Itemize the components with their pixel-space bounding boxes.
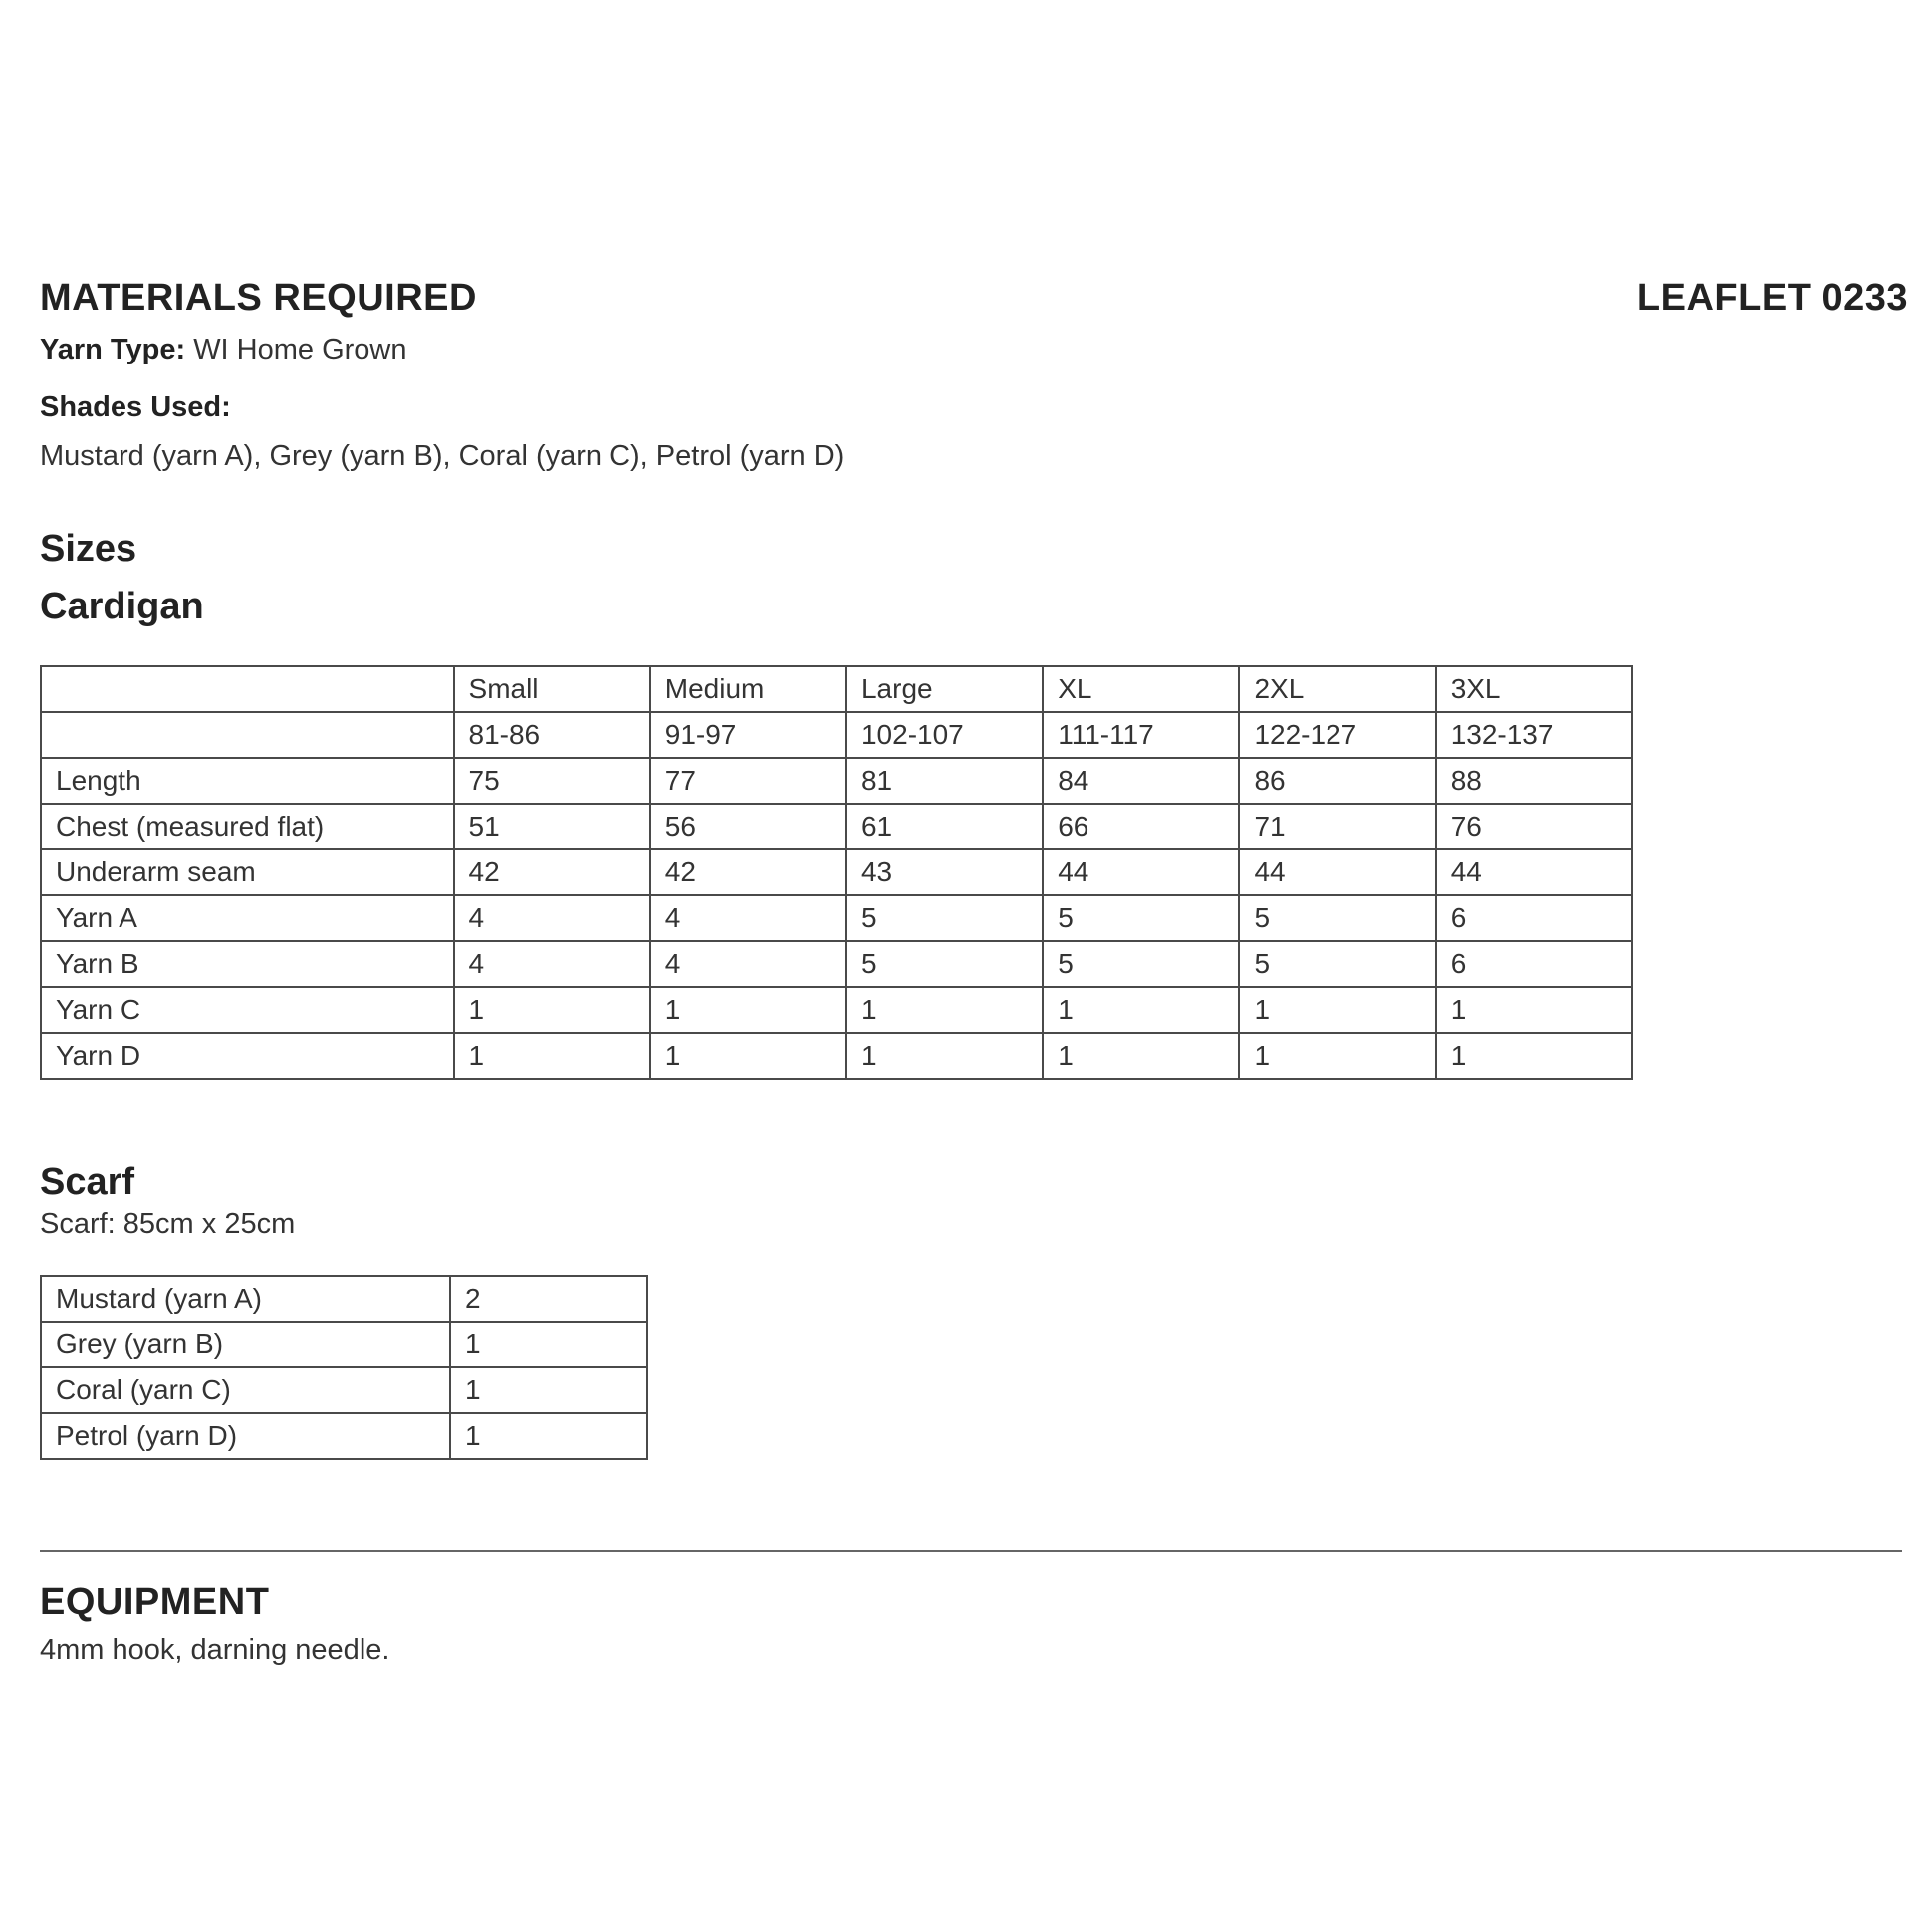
table-cell: XL bbox=[1043, 666, 1239, 712]
table-cell: 1 bbox=[450, 1367, 647, 1413]
table-cell: 102-107 bbox=[846, 712, 1043, 758]
table-cell: 77 bbox=[650, 758, 846, 804]
table-cell: 42 bbox=[454, 849, 650, 895]
cardigan-table-row bbox=[41, 849, 1632, 895]
table-cell: 6 bbox=[1436, 895, 1632, 941]
table-cell: 5 bbox=[846, 941, 1043, 987]
table-cell: 4 bbox=[650, 895, 846, 941]
table-cell: Mustard (yarn A) bbox=[41, 1276, 450, 1322]
cardigan-size-table bbox=[40, 665, 1633, 1080]
table-cell: Petrol (yarn D) bbox=[41, 1413, 450, 1459]
table-cell: 1 bbox=[454, 987, 650, 1033]
table-cell: 5 bbox=[1043, 895, 1239, 941]
cardigan-table-row bbox=[41, 987, 1632, 1033]
table-cell: 1 bbox=[650, 987, 846, 1033]
table-cell: 84 bbox=[1043, 758, 1239, 804]
table-cell: 1 bbox=[1043, 987, 1239, 1033]
cardigan-table-row bbox=[41, 666, 1632, 712]
sizes-heading: Sizes bbox=[40, 528, 137, 570]
table-cell: Chest (measured flat) bbox=[41, 804, 454, 849]
table-cell: 1 bbox=[846, 987, 1043, 1033]
scarf-table-row bbox=[41, 1367, 647, 1413]
table-cell: 44 bbox=[1043, 849, 1239, 895]
cardigan-table-row bbox=[41, 1033, 1632, 1079]
table-cell: 43 bbox=[846, 849, 1043, 895]
table-cell: 5 bbox=[846, 895, 1043, 941]
table-cell: 91-97 bbox=[650, 712, 846, 758]
table-cell: 2 bbox=[450, 1276, 647, 1322]
cardigan-heading: Cardigan bbox=[40, 586, 204, 627]
table-cell: 71 bbox=[1239, 804, 1435, 849]
table-cell: Large bbox=[846, 666, 1043, 712]
table-cell: 2XL bbox=[1239, 666, 1435, 712]
table-cell: Underarm seam bbox=[41, 849, 454, 895]
scarf-table-row bbox=[41, 1413, 647, 1459]
table-cell: 86 bbox=[1239, 758, 1435, 804]
table-cell: 1 bbox=[450, 1413, 647, 1459]
table-cell: 5 bbox=[1239, 895, 1435, 941]
shades-used-label: Shades Used: bbox=[40, 391, 231, 423]
table-cell: 44 bbox=[1239, 849, 1435, 895]
table-cell: 76 bbox=[1436, 804, 1632, 849]
table-cell: 1 bbox=[846, 1033, 1043, 1079]
table-cell: Length bbox=[41, 758, 454, 804]
table-cell: Medium bbox=[650, 666, 846, 712]
table-cell: 1 bbox=[1436, 1033, 1632, 1079]
table-cell: Small bbox=[454, 666, 650, 712]
scarf-table-row bbox=[41, 1276, 647, 1322]
cardigan-table-row bbox=[41, 758, 1632, 804]
scarf-yarn-table bbox=[40, 1275, 648, 1460]
table-cell: 1 bbox=[450, 1322, 647, 1367]
table-cell: 4 bbox=[650, 941, 846, 987]
table-cell: 56 bbox=[650, 804, 846, 849]
table-cell: 81-86 bbox=[454, 712, 650, 758]
leaflet-number: LEAFLET 0233 bbox=[1636, 277, 1908, 319]
table-cell: 1 bbox=[1239, 1033, 1435, 1079]
table-cell: 1 bbox=[454, 1033, 650, 1079]
table-cell: 1 bbox=[650, 1033, 846, 1079]
table-cell: Yarn D bbox=[41, 1033, 454, 1079]
table-cell: 6 bbox=[1436, 941, 1632, 987]
scarf-heading: Scarf bbox=[40, 1161, 135, 1203]
table-cell: 4 bbox=[454, 941, 650, 987]
cardigan-table-row bbox=[41, 804, 1632, 849]
section-divider bbox=[40, 1550, 1902, 1552]
table-cell: 61 bbox=[846, 804, 1043, 849]
table-cell: 132-137 bbox=[1436, 712, 1632, 758]
table-cell: 1 bbox=[1043, 1033, 1239, 1079]
yarn-type-label: Yarn Type: bbox=[40, 334, 186, 365]
table-cell: 51 bbox=[454, 804, 650, 849]
scarf-table-row bbox=[41, 1322, 647, 1367]
table-cell: 111-117 bbox=[1043, 712, 1239, 758]
equipment-text: 4mm hook, darning needle. bbox=[40, 1634, 390, 1666]
table-cell: Yarn A bbox=[41, 895, 454, 941]
table-cell: 1 bbox=[1436, 987, 1632, 1033]
cardigan-table-row bbox=[41, 895, 1632, 941]
table-cell: Coral (yarn C) bbox=[41, 1367, 450, 1413]
table-cell: 42 bbox=[650, 849, 846, 895]
table-cell: 81 bbox=[846, 758, 1043, 804]
table-cell: 5 bbox=[1239, 941, 1435, 987]
table-cell: 88 bbox=[1436, 758, 1632, 804]
cardigan-table-row bbox=[41, 941, 1632, 987]
table-cell: 5 bbox=[1043, 941, 1239, 987]
table-cell: 4 bbox=[454, 895, 650, 941]
scarf-size: Scarf: 85cm x 25cm bbox=[40, 1208, 296, 1240]
table-cell: 75 bbox=[454, 758, 650, 804]
yarn-type-value: WI Home Grown bbox=[193, 334, 407, 365]
table-cell: 122-127 bbox=[1239, 712, 1435, 758]
cardigan-table-row bbox=[41, 712, 1632, 758]
equipment-heading: EQUIPMENT bbox=[40, 1581, 270, 1623]
shades-used-value: Mustard (yarn A), Grey (yarn B), Coral (yarn C), Petrol (yarn D) bbox=[40, 440, 845, 472]
table-cell: 3XL bbox=[1436, 666, 1632, 712]
table-cell: Grey (yarn B) bbox=[41, 1322, 450, 1367]
table-cell: Yarn B bbox=[41, 941, 454, 987]
table-cell bbox=[41, 666, 454, 712]
materials-required-heading: MATERIALS REQUIRED bbox=[40, 277, 477, 319]
yarn-type-line bbox=[40, 334, 407, 366]
table-cell: Yarn C bbox=[41, 987, 454, 1033]
table-cell: 1 bbox=[1239, 987, 1435, 1033]
table-cell bbox=[41, 712, 454, 758]
table-cell: 66 bbox=[1043, 804, 1239, 849]
table-cell: 44 bbox=[1436, 849, 1632, 895]
